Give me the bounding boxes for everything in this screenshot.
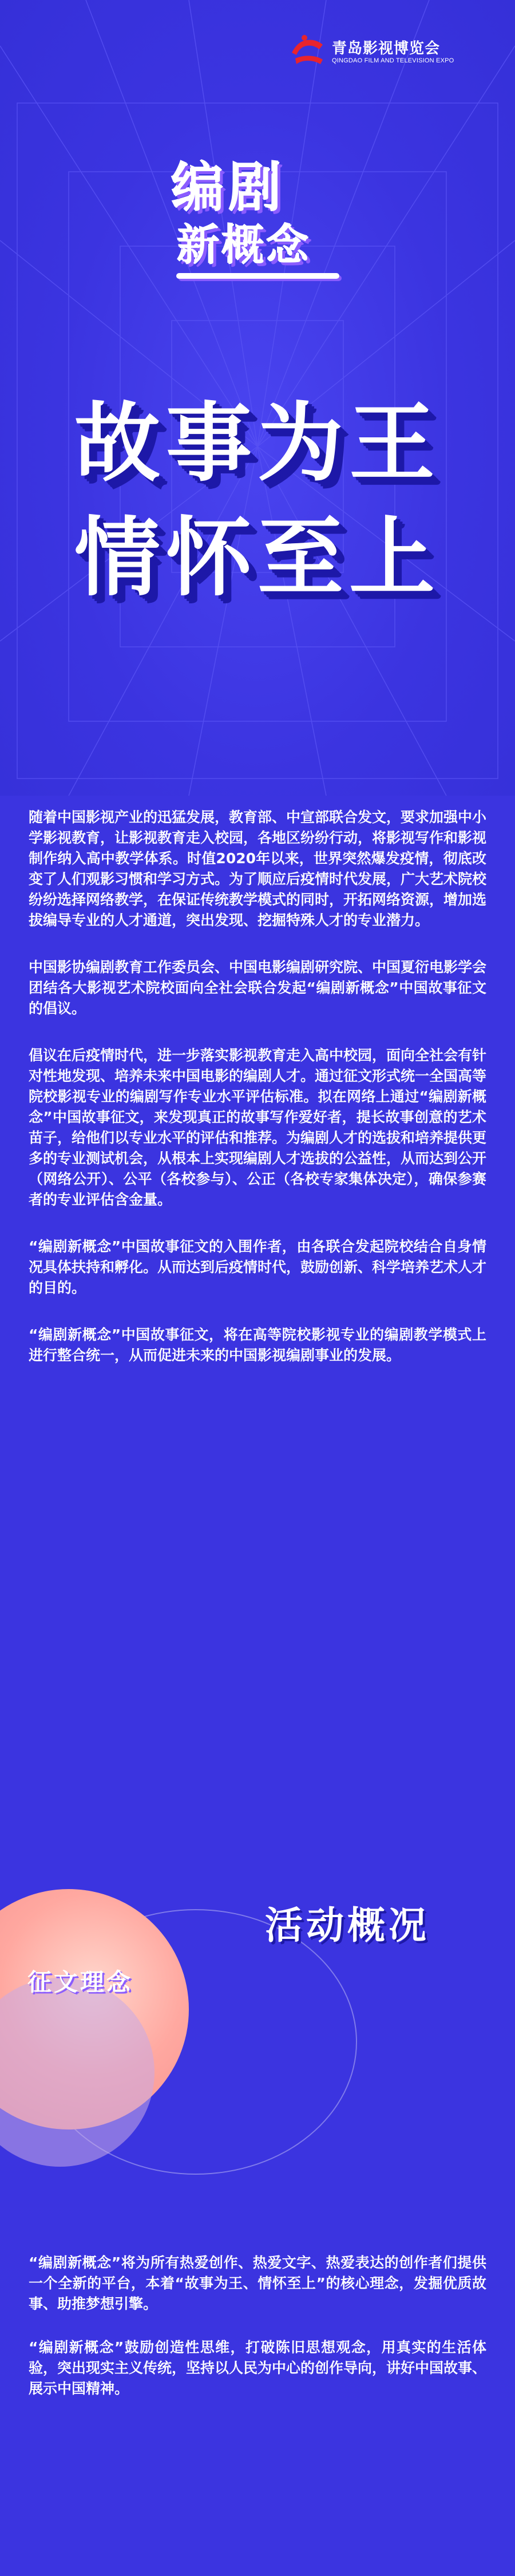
intro-paragraph: 倡议在后疫情时代，进一步落实影视教育走入高中校园，面向全社会有针对性地发现、培养未来中国电影的编剧人才。通过征文形式统一全国高等院校影视专业的编剧写作专业水平评估标准。拟在网络上通过“编剧新概念”中国故事征文，来发现真正的故事写作爱好者，提长故事创意的艺术苗子，给他们以专业水平的评估和推荐。为编剧人才的选拔和培养提供更多的专业测试机会，从根本上实现编剧人才选拔的公益性，从而达到公开（网络公开）、公平（各校参与）、公正（各校专家集体决定），确保参赛者的专业评估含金量。 [29,1047,487,1208]
concept-paragraph: “编剧新概念”鼓励创造性思维，打破陈旧思想观念，用真实的生活体验，突出现实主义传统，坚持以人民为中心的创作导向，讲好中国故事、展示中国精神。 [29,2339,487,2397]
intro-section [29,807,486,1392]
intro-paragraph: 随着中国影视产业的迅猛发展，教育部、中宣部联合发文，要求加强中小学影视教育，让影视教育走入校园，各地区纷纷行动，将影视写作和影视制作纳入高中教学体系。时值2020年以来，世界突然爆发疫情，彻底改变了人们观影习惯和学习方式。为了顺应后疫情时代发展，广大艺术院校纷纷选择网络教学，在保证传统教学模式的同时，开拓网络资源，增加选拔编导专业的人才通道，突出发现、挖掘特殊人才的专业潜力。 [29,809,487,929]
screenwriting-badge [166,146,343,301]
headline-line1: 故事为王 [74,394,441,493]
essay-concept-label: 征文理念 [27,1968,133,1996]
expo-logo [287,33,493,73]
hero-banner [0,0,515,796]
activity-overview-title: 活动概况 [265,1903,430,1947]
logo-name-en: QINGDAO FILM AND TELEVISION EXPO [332,57,454,64]
expo-logo-icon [287,33,327,73]
concept-paragraph: “编剧新概念”将为所有热爱创作、热爱文字、热爱表达的创作者们提供一个全新的平台，本着“故事为王、情怀至上”的核心理念，发掘优质故事、助推梦想引擎。 [29,2254,486,2312]
logo-name-cn: 青岛影视博览会 [332,40,441,57]
concept-section [29,2253,486,2422]
badge-line1: 编剧 [172,157,287,219]
intro-paragraph: 中国影协编剧教育工作委员会、中国电影编剧研究院、中国夏衍电影学会团结各大影视艺术院校面向全社会联合发起“编剧新概念”中国故事征文的倡议。 [29,959,487,1017]
headline-line2: 情怀至上 [74,508,441,608]
badge-line2: 新概念 [177,221,311,270]
badge-underline [176,273,339,279]
intro-paragraph: “编剧新概念”中国故事征文，将在高等院校影视专业的编剧教学模式上进行整合统一，从而促进未来的中国影视编剧事业的发展。 [29,1326,486,1364]
intro-paragraph: “编剧新概念”中国故事征文的入围作者，由各联合发起院校结合自身情况具体扶持和孵化。从而达到后疫情时代，鼓励创新、科学培养艺术人才的目的。 [29,1238,487,1296]
